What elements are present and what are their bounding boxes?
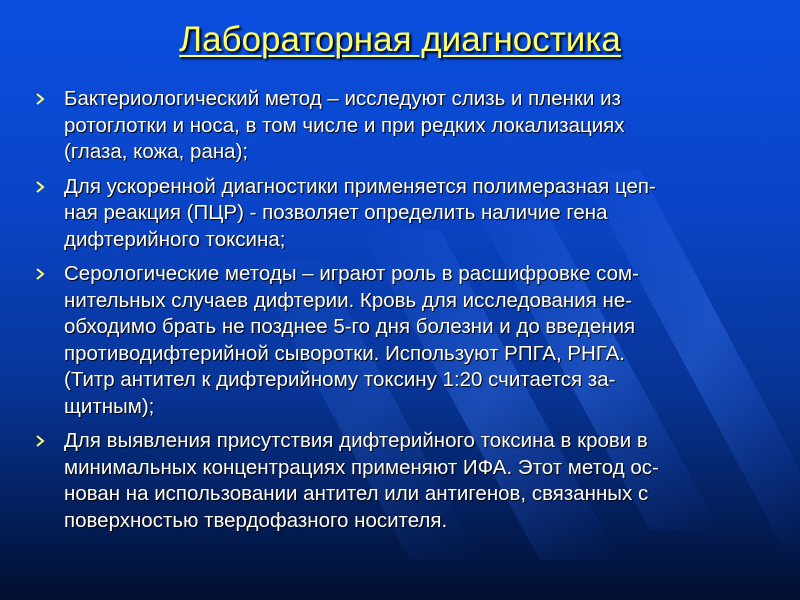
bullet-item [34,428,774,534]
bullet-item [34,261,774,420]
bullet-item [34,174,774,254]
bullet-list [34,86,774,542]
chevron-right-icon [34,180,48,194]
bullet-text: Серологические методы – играют роль в расшифровке сом- нительных случаев дифтерии. Кровь для исследования не- обходимо брать не позднее 5-го дня болезни и до введения противодифтерийной сыворотки. Используют РПГА, РНГА. (Титр антител к дифтерийному токсину 1:20 считается за- щитным); [64,262,639,418]
chevron-right-icon [34,92,48,106]
bullet-item [34,86,774,166]
chevron-right-icon [34,434,48,448]
bullet-text: Бактериологический метод – исследуют слизь и пленки из ротоглотки и носа, в том числе и при редких локализациях (глаза, кожа, рана); [64,87,625,163]
bullet-text: Для ускоренной диагностики применяется полимеразная цеп- ная реакция (ПЦР) - позволяет определить наличие гена дифтерийного токсина; [64,174,656,251]
bullet-text: Для выявления присутствия дифтерийного токсина в крови в минимальных концентрациях применяют ИФА. Этот метод ос- нован на использовании антител или антигенов, связанных с поверхностью твердофазного носителя. [64,429,659,532]
slide-title: Лабораторная диагностика [179,20,621,59]
chevron-right-icon [34,267,48,281]
